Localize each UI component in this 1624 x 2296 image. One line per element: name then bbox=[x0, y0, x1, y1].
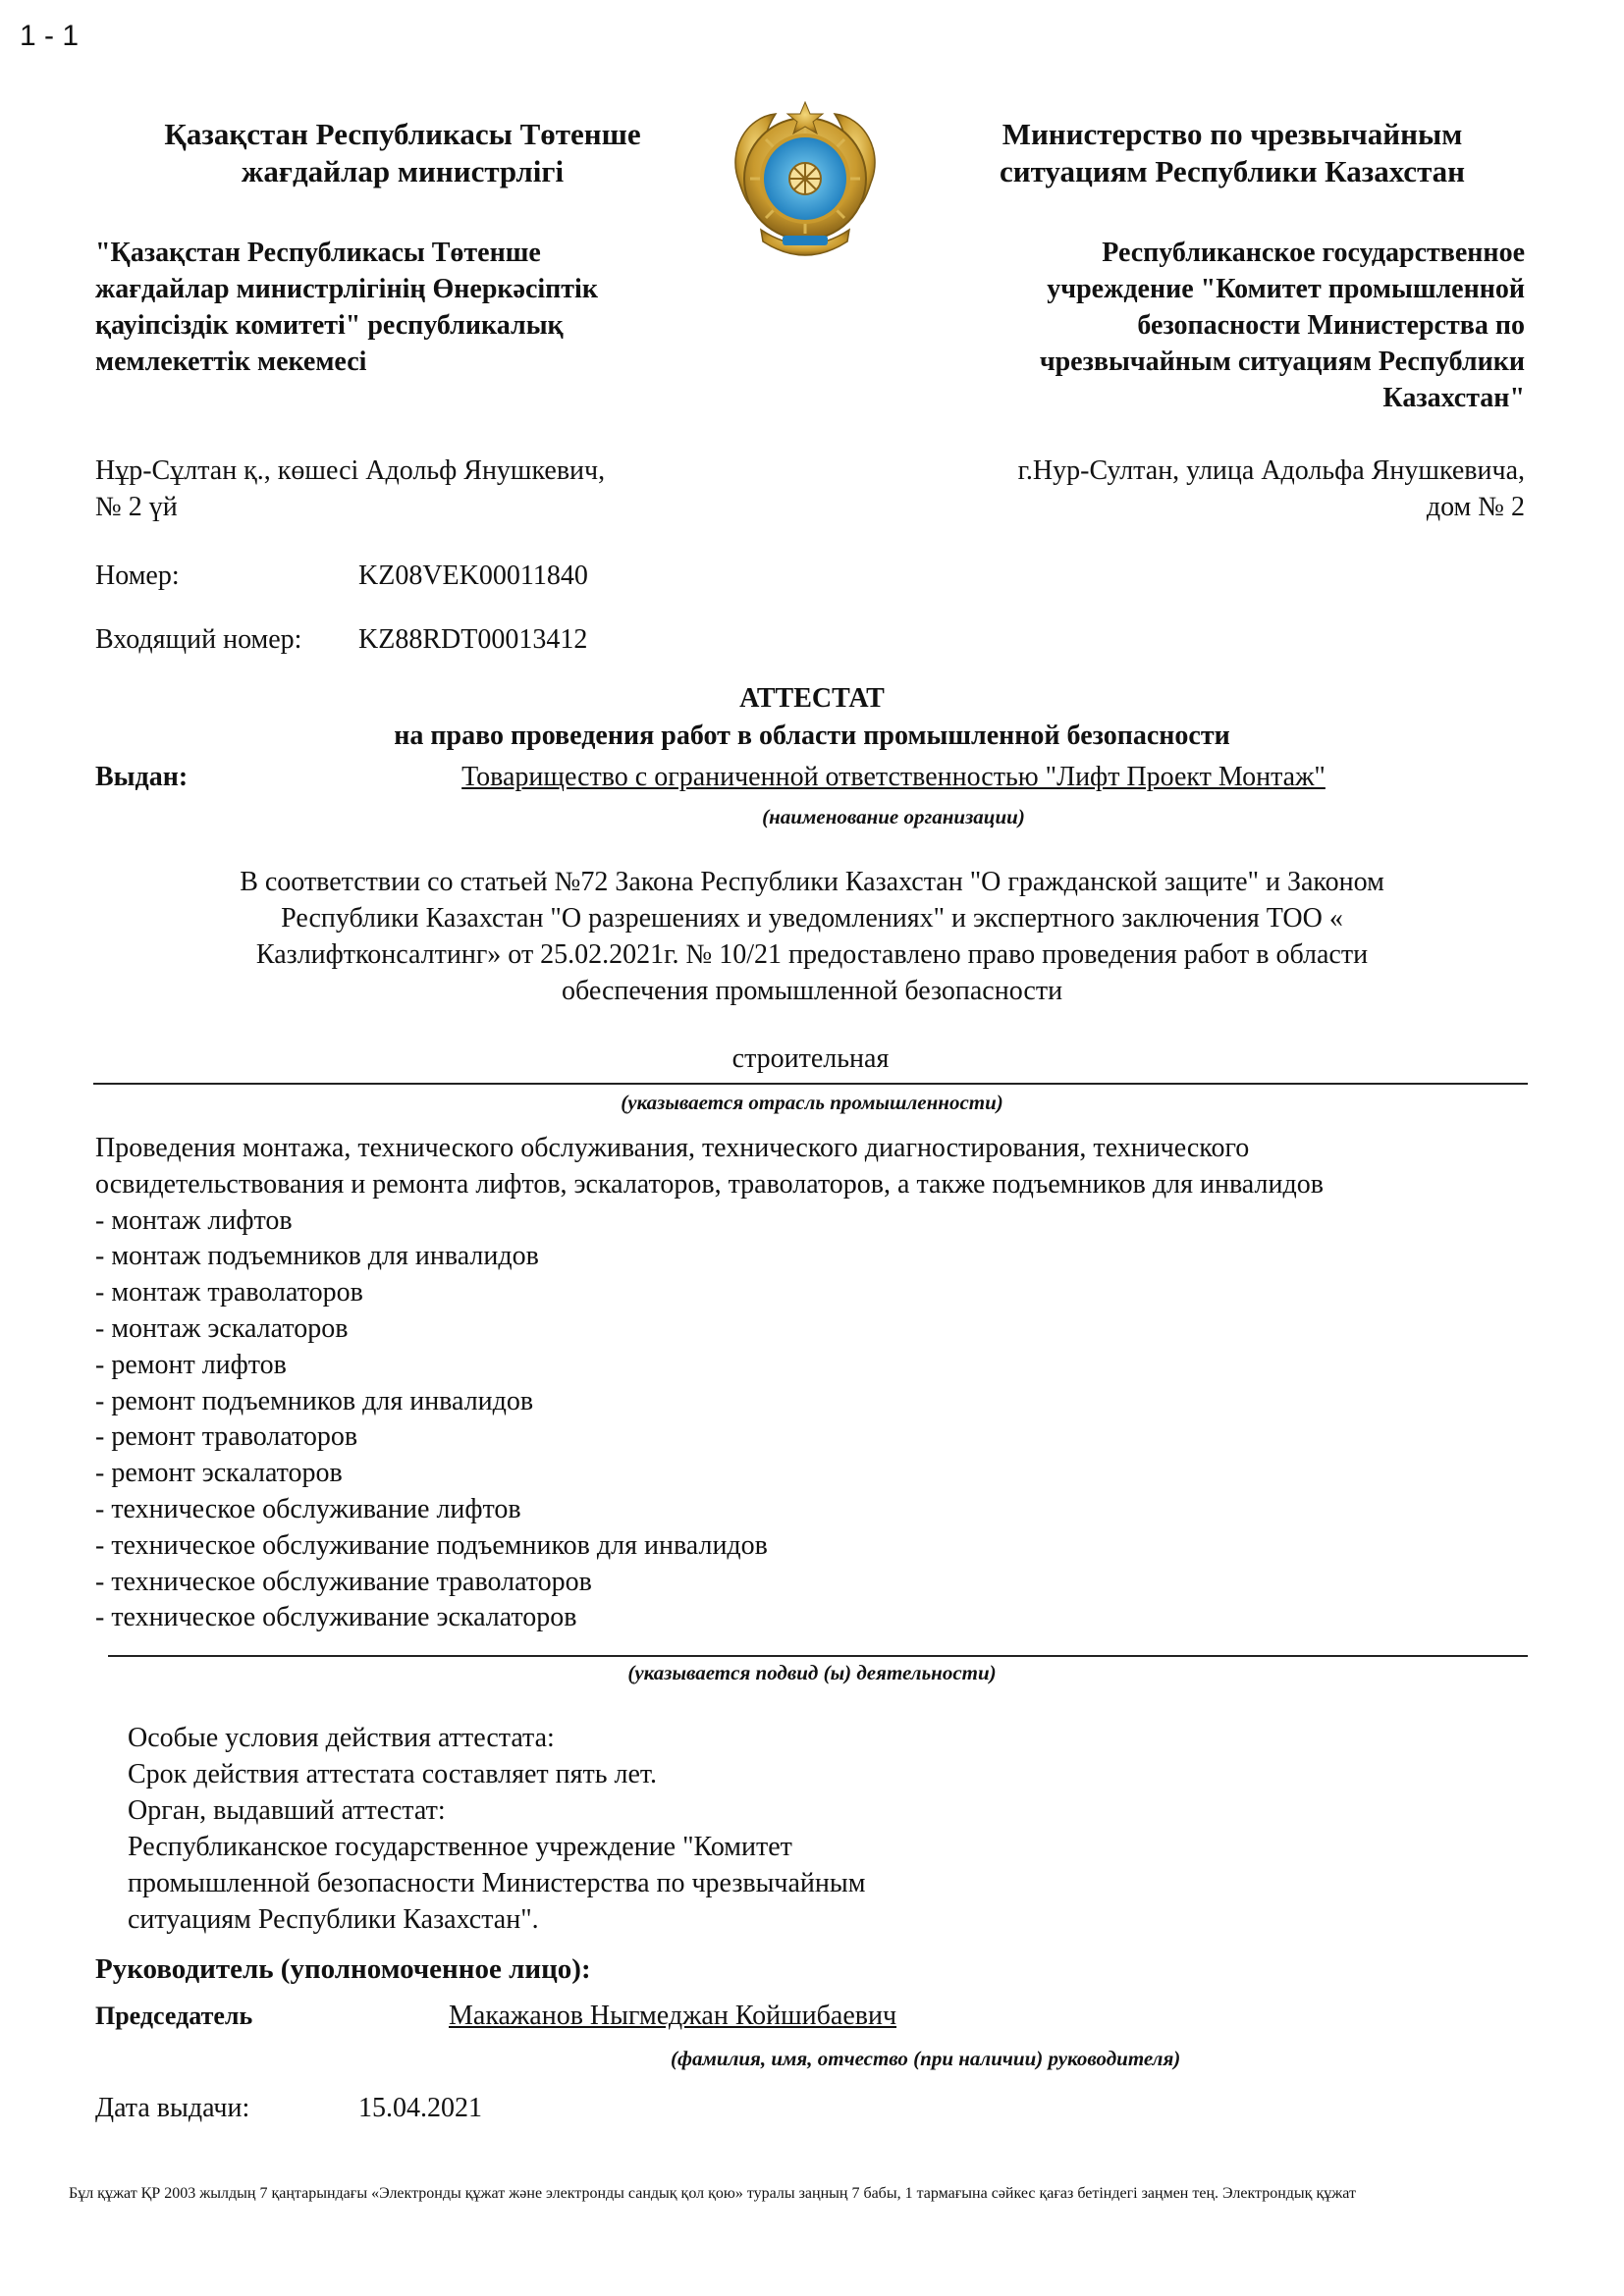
number-label: Номер: bbox=[95, 561, 180, 591]
incoming-number-value: KZ88RDT00013412 bbox=[358, 624, 588, 655]
document-subtitle: на право проведения работ в области промышленной безопасности bbox=[394, 721, 1230, 751]
right-address bbox=[835, 453, 1525, 525]
head-name-caption: (фамилия, имя, отчество (при наличии) руководителя) bbox=[671, 2047, 1181, 2070]
page-number: 1 - 1 bbox=[20, 20, 80, 52]
left-organization-line: мемлекеттік мекемесі bbox=[95, 347, 367, 377]
right-organization-line: безопасности Министерства по bbox=[1137, 310, 1525, 341]
organization-caption: (наименование организации) bbox=[762, 805, 1025, 828]
list-item: - ремонт траволаторов bbox=[95, 1421, 358, 1453]
list-item: - техническое обслуживание лифтов bbox=[95, 1493, 521, 1524]
basis-paragraph bbox=[59, 864, 1565, 1009]
number-value: KZ08VEK00011840 bbox=[358, 561, 588, 591]
industry-value: строительная bbox=[731, 1043, 890, 1074]
left-organization-name bbox=[95, 235, 733, 380]
conditions-line: Республиканское государственное учреждение "Комитет bbox=[128, 1832, 792, 1862]
conditions-line: Орган, выдавший аттестат: bbox=[128, 1795, 446, 1826]
issued-label: Выдан: bbox=[95, 762, 189, 792]
conditions-line: ситуациям Республики Казахстан". bbox=[128, 1904, 539, 1935]
right-ministry-title bbox=[918, 116, 1546, 190]
list-item: - ремонт подъемников для инвалидов bbox=[95, 1385, 534, 1416]
activities-caption: (указывается подвид (ы) деятельности) bbox=[627, 1661, 997, 1684]
special-conditions bbox=[128, 1720, 1208, 1938]
right-organization-line: Казахстан" bbox=[1382, 383, 1525, 413]
left-ministry-title bbox=[93, 116, 712, 190]
incoming-number-label: Входящий номер: bbox=[95, 624, 302, 655]
left-organization-line: "Қазақстан Республикасы Төтенше bbox=[95, 238, 541, 268]
activities-underline bbox=[108, 1655, 1528, 1657]
list-item: - техническое обслуживание подъемников для инвалидов bbox=[95, 1529, 768, 1561]
industry-underline bbox=[93, 1083, 1528, 1085]
list-item: - техническое обслуживание эскалаторов bbox=[95, 1602, 577, 1633]
left-ministry-title-line: Қазақстан Республикасы Төтенше bbox=[164, 117, 641, 151]
industry-caption: (указывается отрасль промышленности) bbox=[621, 1091, 1003, 1114]
list-item: - монтаж лифтов bbox=[95, 1204, 293, 1236]
basis-line: Республики Казахстан "О разрешениях и уведомлениях" и экспертного заключения ТОО « bbox=[281, 903, 1343, 934]
right-address-line: дом № 2 bbox=[1426, 492, 1525, 522]
list-item: - монтаж траволаторов bbox=[95, 1277, 363, 1308]
head-name: Макажанов Ныгмеджан Койшибаевич bbox=[449, 2001, 897, 2031]
left-ministry-title-line: жағдайлар министрлігі bbox=[241, 154, 565, 188]
list-item: - техническое обслуживание траволаторов bbox=[95, 1566, 592, 1597]
conditions-line: Особые условия действия аттестата: bbox=[128, 1723, 555, 1753]
left-address bbox=[95, 453, 783, 525]
right-organization-line: учреждение "Комитет промышленной bbox=[1047, 274, 1525, 304]
document-title: АТТЕСТАТ bbox=[739, 683, 885, 714]
right-ministry-title-line: ситуациям Республики Казахстан bbox=[999, 154, 1466, 188]
basis-line: В соответствии со статьей №72 Закона Республики Казахстан "О гражданской защите" и Законом bbox=[240, 867, 1384, 897]
left-organization-line: қауіпсіздік комитеті" республикалық bbox=[95, 310, 564, 341]
issue-date-value: 15.04.2021 bbox=[358, 2093, 482, 2123]
right-organization-line: чрезвычайным ситуациям Республики bbox=[1039, 347, 1525, 377]
right-ministry-title-line: Министерство по чрезвычайным bbox=[1001, 117, 1463, 151]
conditions-line: Срок действия аттестата составляет пять лет. bbox=[128, 1759, 658, 1789]
activities-intro-line: освидетельствования и ремонта лифтов, эскалаторов, траволаторов, а также подъемников для инвалидов bbox=[95, 1168, 1324, 1200]
list-item: - монтаж подъемников для инвалидов bbox=[95, 1241, 539, 1272]
list-item: - монтаж эскалаторов bbox=[95, 1312, 349, 1344]
kazakhstan-state-emblem-icon bbox=[722, 92, 889, 269]
head-label: Руководитель (уполномоченное лицо): bbox=[95, 1953, 591, 1985]
right-organization-line: Республиканское государственное bbox=[1102, 238, 1525, 268]
right-organization-name bbox=[884, 235, 1525, 416]
right-address-line: г.Нур-Султан, улица Адольфа Янушкевича, bbox=[1017, 455, 1525, 486]
left-address-line: № 2 үй bbox=[95, 492, 178, 522]
basis-line: Казлифтконсалтинг» от 25.02.2021г. № 10/21 предоставлено право проведения работ в области bbox=[255, 939, 1369, 970]
conditions-line: промышленной безопасности Министерства по чрезвычайным bbox=[128, 1868, 866, 1898]
basis-line: обеспечения промышленной безопасности bbox=[561, 976, 1063, 1006]
list-item: - ремонт лифтов bbox=[95, 1349, 287, 1380]
activities-list bbox=[95, 1131, 1597, 1636]
activities-intro-line: Проведения монтажа, технического обслуживания, технического диагностирования, технического bbox=[95, 1133, 1250, 1163]
issue-date-label: Дата выдачи: bbox=[95, 2093, 250, 2123]
head-position: Председатель bbox=[95, 2002, 253, 2030]
left-organization-line: жағдайлар министрлігінің Өнеркәсіптік bbox=[95, 274, 598, 304]
issued-organization: Товарищество с ограниченной ответственностью "Лифт Проект Монтаж" bbox=[461, 762, 1326, 792]
list-item: - ремонт эскалаторов bbox=[95, 1458, 343, 1489]
legal-footer-note: Бұл құжат ҚР 2003 жылдың 7 қаңтарындағы «Электронды құжат және электронды сандық қол қою» туралы заңның 7 бабы, 1 тармағына сәйкес қағаз бетіндегі заңмен тең. Электрондық құжат bbox=[69, 2185, 1356, 2202]
left-address-line: Нұр-Сұлтан қ., көшесі Адольф Янушкевич, bbox=[95, 455, 606, 486]
